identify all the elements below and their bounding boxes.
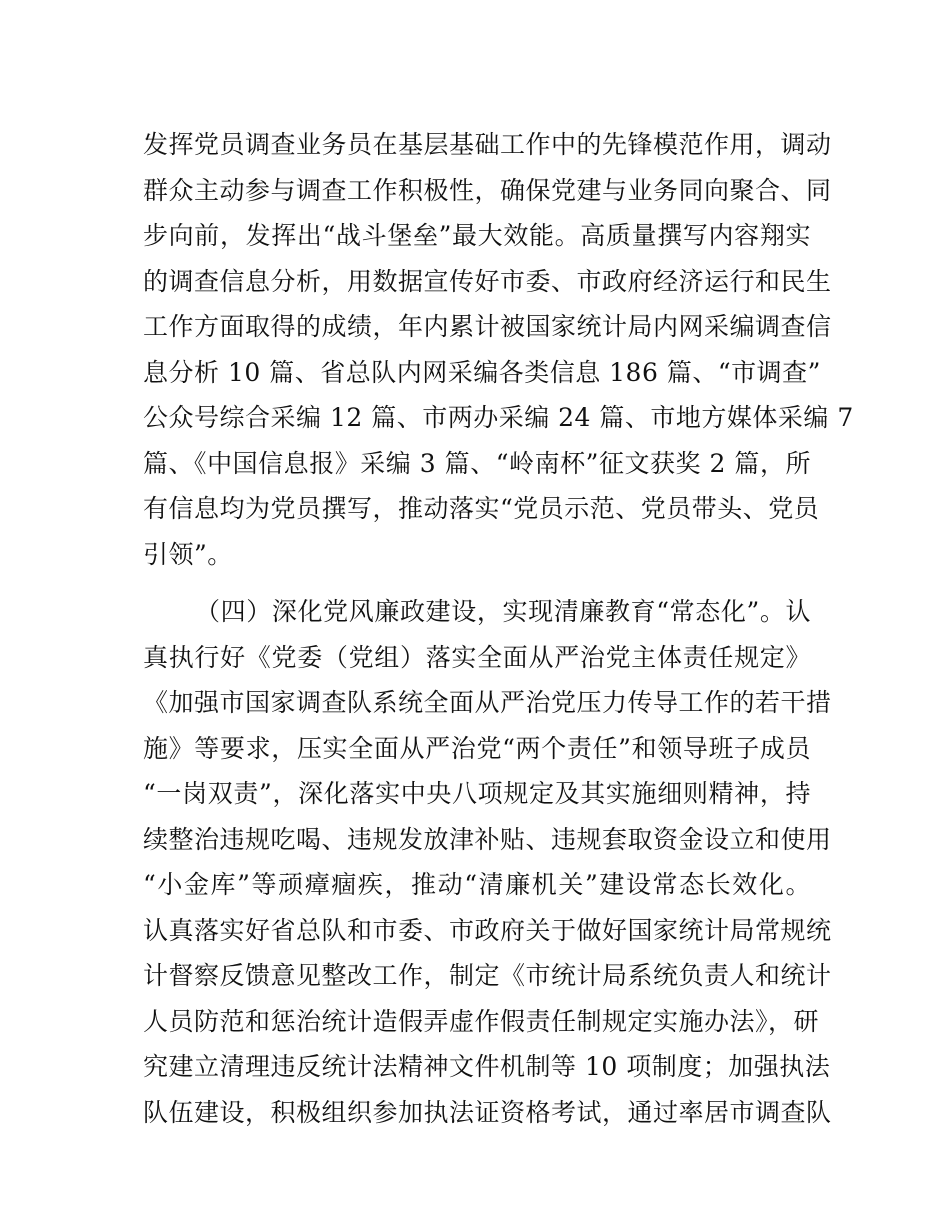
text-line: 工作方面取得的成绩，年内累计被国家统计局内网采编调查信 [143,312,832,341]
text-line: 施》等要求，压实全面从严治党“两个责任”和领导班子成员 [143,733,811,763]
text-line: 群众主动参与调查工作积极性，确保党建与业务同向聚合、同 [143,175,832,205]
text-line: 队伍建设，积极组织参加执法证资格考试，通过率居市调查队 [143,1097,832,1127]
text-line: 计督察反馈意见整改工作，制定《市统计局系统负责人和统计 [143,961,832,990]
section-heading-line: （四）深化党风廉政建设，实现清廉教育“常态化”。认 [195,597,811,626]
paragraph-1 [143,122,854,577]
text-line: “一岗双责”，深化落实中央八项规定及其实施细则精神，持 [143,779,811,808]
text-line: 究建立清理违反统计法精神文件机制等 10 项制度；加强执法 [143,1052,831,1081]
paragraph-2 [143,589,832,1135]
paragraph-gap [143,577,811,589]
text-line: 有信息均为党员撰写，推动落实“党员示范、党员带头、党员 [143,494,820,523]
text-line: 续整治违规吃喝、违规发放津补贴、违规套取资金设立和使用 [143,824,832,854]
text-line: 公众号综合采编 12 篇、市两办采编 24 篇、市地方媒体采编 7 [143,403,854,432]
text-line: 《加强市国家调查队系统全面从严治党压力传导工作的若干措 [143,688,832,717]
text-line: 的调查信息分析，用数据宣传好市委、市政府经济运行和民生 [143,266,832,296]
text-line: 真执行好《党委（党组）落实全面从严治党主体责任规定》 [143,642,811,672]
text-line: 认真落实好省总队和市委、市政府关于做好国家统计局常规统 [143,915,832,945]
text-line: 息分析 10 篇、省总队内网采编各类信息 186 篇、“市调查” [143,357,821,387]
text-line: 篇、《中国信息报》采编 3 篇、“岭南杯”征文获奖 2 篇，所 [143,448,811,478]
document-body [143,122,854,1135]
text-line: 步向前，发挥出“战斗堡垒”最大效能。高质量撰写内容翔实 [143,221,811,250]
text-line: 人员防范和惩治统计造假弄虚作假责任制规定实施办法》，研 [143,1006,820,1036]
text-line: 引领”。 [143,539,233,569]
text-line: “小金库”等顽瘴痼疾，推动“清廉机关”建设常态长效化。 [143,870,811,899]
text-line: 发挥党员调查业务员在基层基础工作中的先锋模范作用，调动 [143,130,832,159]
